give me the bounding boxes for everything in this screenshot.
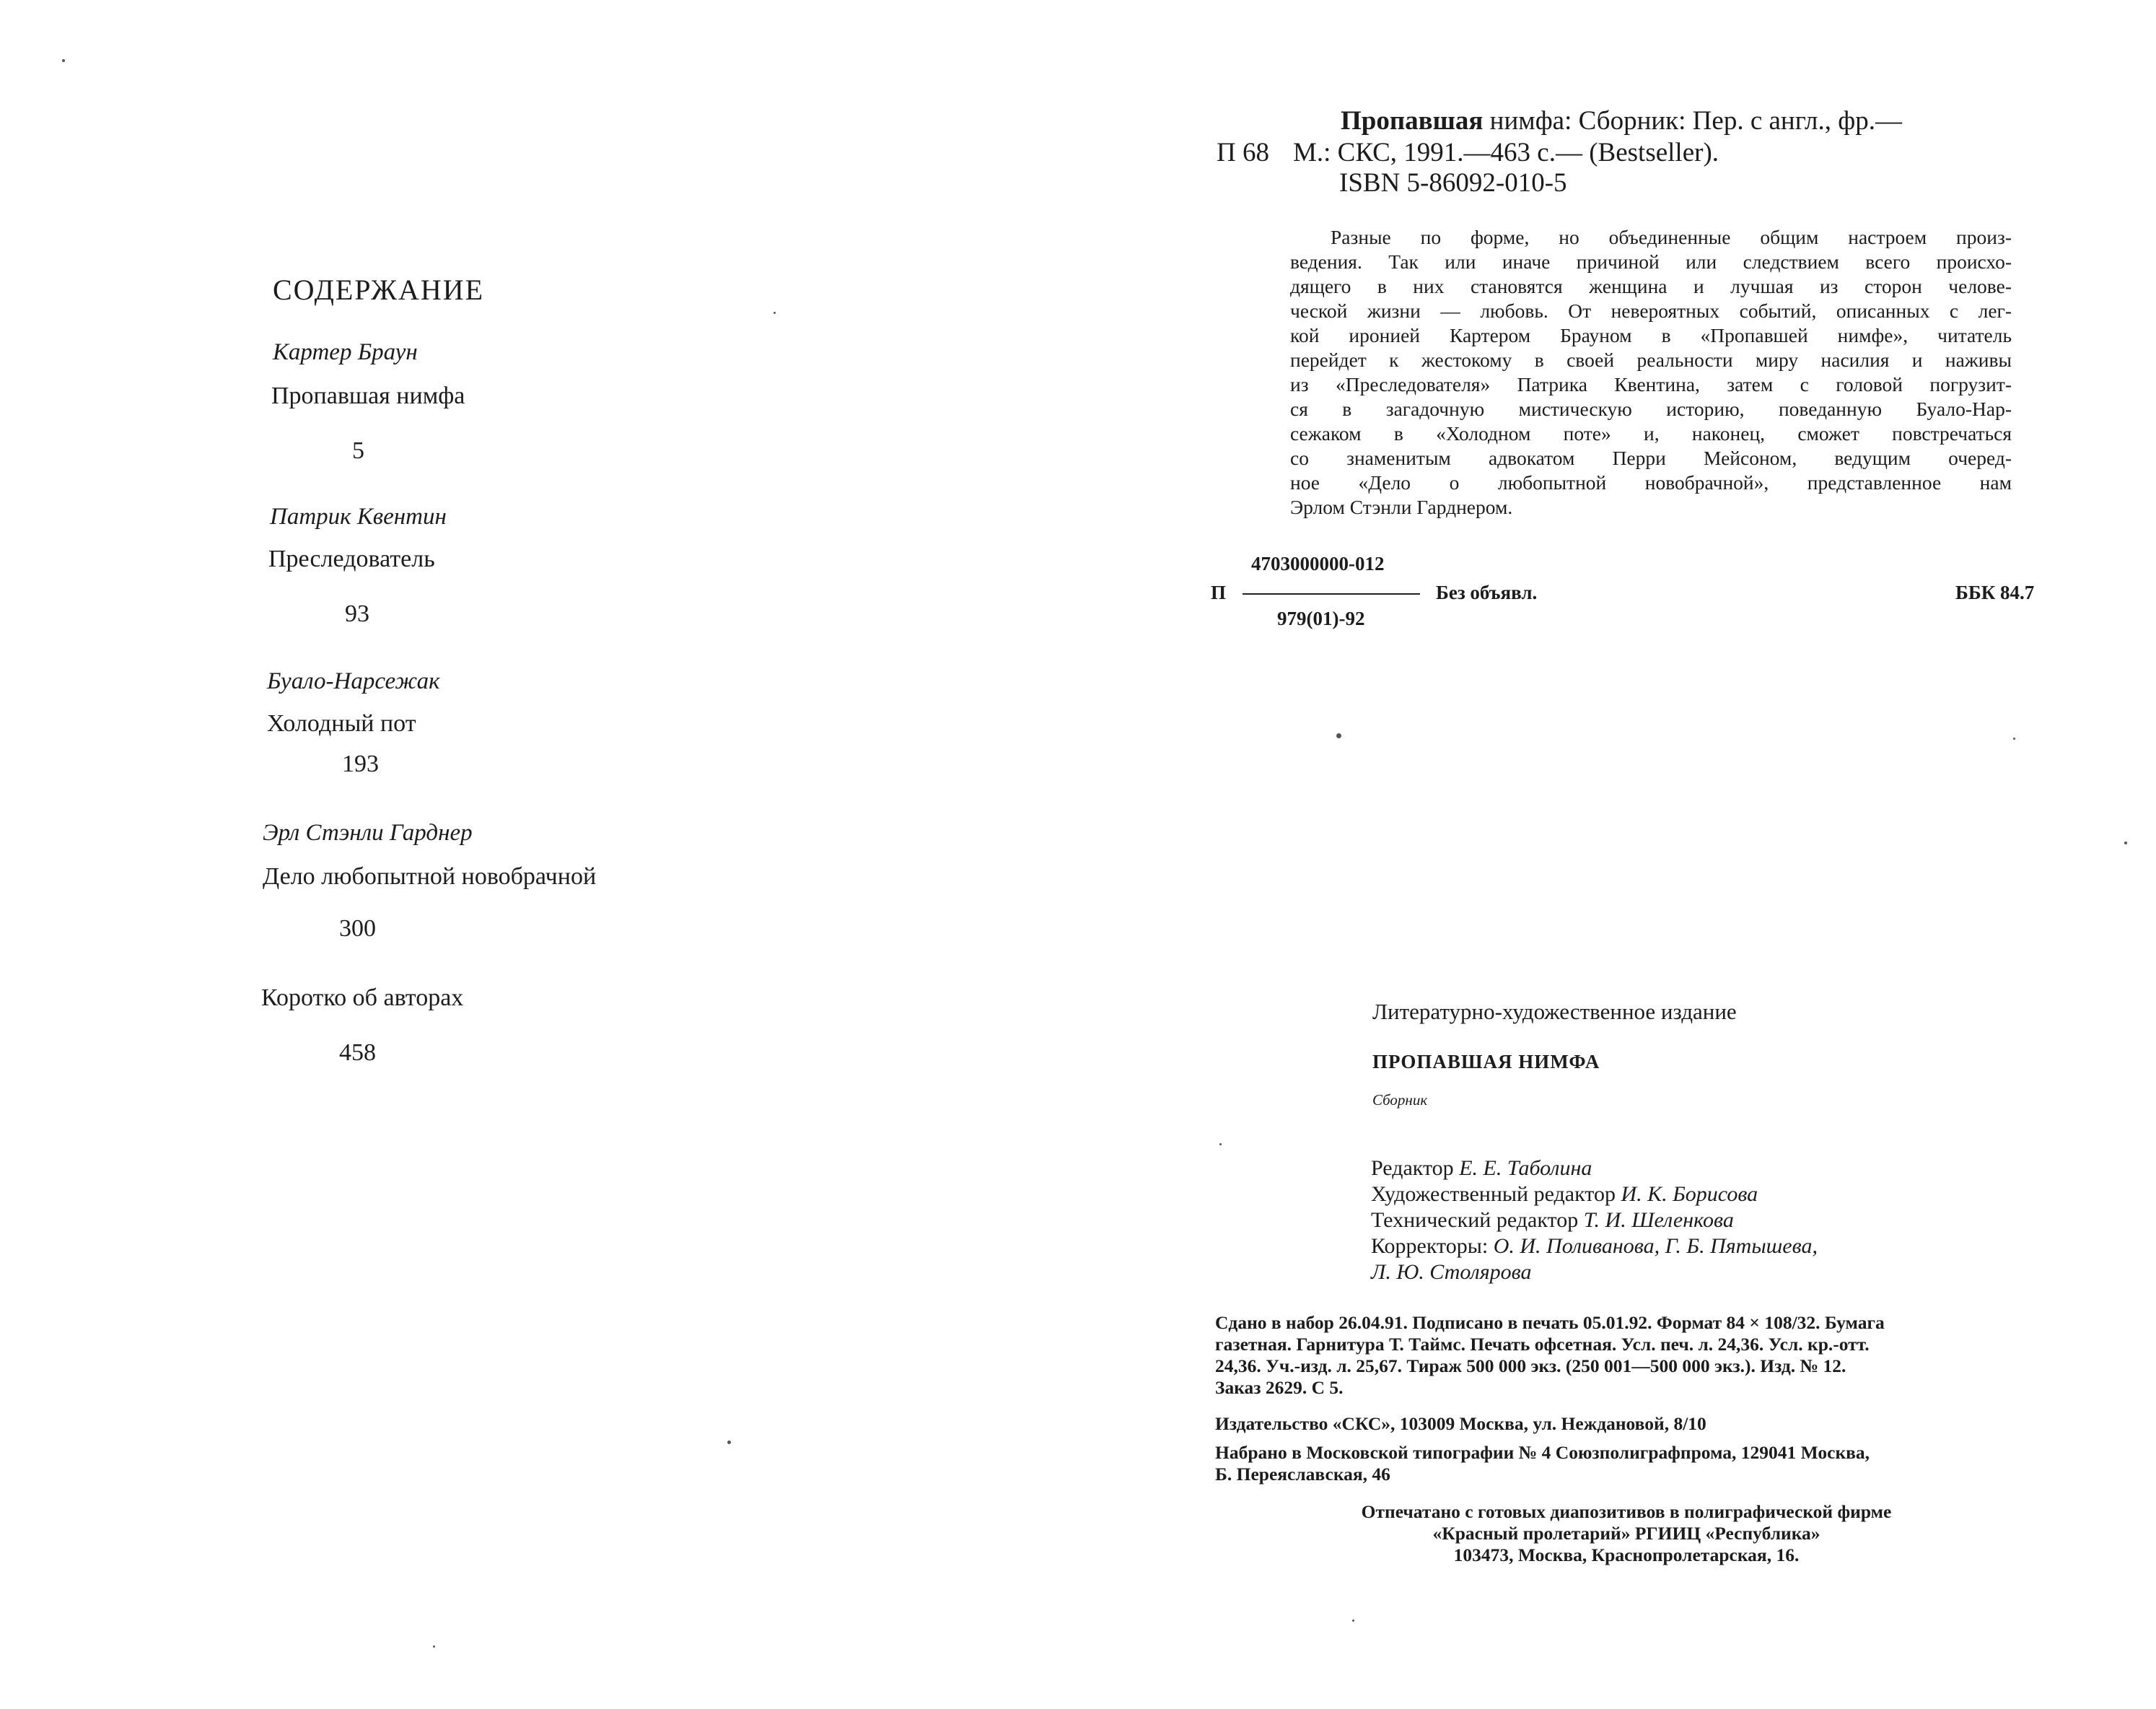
edition-type: Литературно-художественное издание xyxy=(1372,999,1737,1024)
publisher-address: Издательство «СКС», 103009 Москва, ул. Неждановой, 8/10 xyxy=(1215,1413,1706,1434)
credit-name: Т. И. Шеленкова xyxy=(1583,1208,1734,1232)
printing-line: 103473, Москва, Краснопролетарская, 16. xyxy=(1453,1544,1800,1565)
annotation-line: Эрлом Стэнли Гарднером. xyxy=(1290,496,1513,518)
annotation-line: ведения. Так или иначе причиной или следствием всего происхо- xyxy=(1290,250,2012,273)
credit-name: И. К. Борисова xyxy=(1621,1182,1758,1206)
edition-genre: Сборник xyxy=(1372,1091,1428,1109)
printing-line: «Красный пролетарий» РГИИЦ «Республика» xyxy=(1432,1523,1820,1544)
code-numerator: 4703000000-012 xyxy=(1251,553,1385,574)
annotation-line: кой иронией Картером Брауном в «Пропавшей нимфе», читатель xyxy=(1290,324,2012,346)
scan-speck xyxy=(2124,842,2127,844)
scan-speck xyxy=(774,312,776,314)
code-denominator: 979(01)-92 xyxy=(1277,608,1365,629)
scan-speck xyxy=(433,1645,435,1648)
code-bbk: ББК 84.7 xyxy=(1955,582,2035,603)
toc-work-title: Пропавшая нимфа xyxy=(271,383,465,409)
credit-name: Е. Е. Таболина xyxy=(1459,1156,1592,1180)
credit-role: Редактор xyxy=(1371,1156,1454,1180)
annotation-line: ное «Дело о любопытной новобрачной», представленное нам xyxy=(1290,471,2012,494)
fraction-rule xyxy=(1243,593,1420,595)
toc-page-number: 93 xyxy=(345,600,369,627)
credit-name: О. И. Поливанова, Г. Б. Пятышева, xyxy=(1493,1234,1818,1258)
toc-author: Эрл Стэнли Гарднер xyxy=(263,820,473,846)
toc-page-number: 193 xyxy=(342,751,379,777)
credit-name: Л. Ю. Столярова xyxy=(1371,1260,1532,1284)
toc-work-title: Холодный пот xyxy=(267,710,416,737)
code-no-ads: Без объявл. xyxy=(1436,582,1538,603)
credit-proofreaders xyxy=(1371,1234,1818,1259)
printing-line: Отпечатано с готовых диапозитивов в полиграфической фирме xyxy=(1361,1501,1892,1522)
toc-page-number: 5 xyxy=(352,437,364,464)
printing-info xyxy=(1287,1501,1966,1566)
annotation-line: сежаком в «Холодном поте» и, наконец, сможет повстречаться xyxy=(1290,422,2012,445)
scan-speck xyxy=(1219,1143,1222,1145)
credit-role: Корректоры: xyxy=(1371,1234,1489,1258)
toc-work-title: Преследователь xyxy=(268,546,435,572)
imprint-page xyxy=(1078,0,2156,1709)
catalog-isbn: ISBN 5-86092-010-5 xyxy=(1339,168,1567,198)
typeset-line: Набрано в Московской типографии № 4 Союзполиграфпрома, 129041 Москва, xyxy=(1215,1442,1870,1463)
credit-role: Художественный редактор xyxy=(1371,1182,1616,1206)
annotation-line: Разные по форме, но объединенные общим настроем произ- xyxy=(1331,226,2012,248)
scan-speck xyxy=(1352,1620,1354,1622)
annotation-line: дящего в них становятся женщина и лучшая из сторон челове- xyxy=(1290,275,2012,297)
catalog-index: П 68 xyxy=(1217,138,1269,167)
annotation-paragraph xyxy=(1290,225,2012,520)
typesetting-info xyxy=(1215,1442,2038,1485)
toc-page-number: 300 xyxy=(339,915,376,942)
toc-work-title: Дело любопытной новобрачной xyxy=(263,863,597,890)
catalog-title-rest: нимфа: Сборник: Пер. с англ., фр.— xyxy=(1489,106,1902,136)
credit-editor xyxy=(1371,1156,1592,1181)
code-letter: П xyxy=(1211,582,1227,603)
credit-role: Технический редактор xyxy=(1371,1208,1579,1232)
technical-line: Сдано в набор 26.04.91. Подписано в печать 05.01.92. Формат 84 × 108/32. Бумага xyxy=(1215,1312,1885,1333)
credit-proofreaders-cont xyxy=(1371,1260,1531,1285)
credit-art-editor xyxy=(1371,1182,1758,1207)
scan-speck xyxy=(2013,738,2015,740)
annotation-line: ся в загадочную мистическую историю, поведанную Буало-Нар- xyxy=(1290,398,2012,420)
toc-author: Буало-Нарсежак xyxy=(267,668,440,694)
contents-title: СОДЕРЖАНИЕ xyxy=(273,274,485,306)
annotation-line: перейдет к жестокому в своей реальности миру насилия и наживы xyxy=(1290,349,2012,371)
toc-author: Картер Браун xyxy=(273,339,418,365)
technical-line: 24,36. Уч.-изд. л. 25,67. Тираж 500 000 экз. (250 001—500 000 экз.). Изд. № 12. xyxy=(1215,1355,1846,1376)
annotation-line: из «Преследователя» Патрика Квентина, затем с головой погрузит- xyxy=(1290,373,2012,395)
catalog-title-line xyxy=(1341,105,1902,136)
scan-speck xyxy=(1336,733,1341,738)
credit-tech-editor xyxy=(1371,1208,1734,1233)
annotation-line: ческой жизни — любовь. От невероятных событий, описанных с лег- xyxy=(1290,300,2012,322)
toc-page-number: 458 xyxy=(339,1039,376,1066)
catalog-imprint-line: М.: СКС, 1991.—463 с.— (Bestseller). xyxy=(1293,138,1719,167)
typeset-line: Б. Переяславская, 46 xyxy=(1215,1464,1390,1485)
technical-line: Заказ 2629. С 5. xyxy=(1215,1377,1344,1398)
toc-about-authors: Коротко об авторах xyxy=(261,984,464,1011)
catalog-title-bold: Пропавшая xyxy=(1341,106,1484,136)
annotation-line: со знаменитым адвокатом Перри Мейсоном, ведущим очеред- xyxy=(1290,447,2012,469)
edition-title: ПРОПАВШАЯ НИМФА xyxy=(1372,1051,1600,1072)
technical-line: газетная. Гарнитура Т. Таймс. Печать офсетная. Усл. печ. л. 24,36. Усл. кр.-отт. xyxy=(1215,1334,1870,1355)
scan-speck xyxy=(62,59,65,62)
technical-data xyxy=(1215,1312,2038,1399)
toc-author: Патрик Квентин xyxy=(270,504,447,530)
scan-speck xyxy=(727,1441,731,1444)
